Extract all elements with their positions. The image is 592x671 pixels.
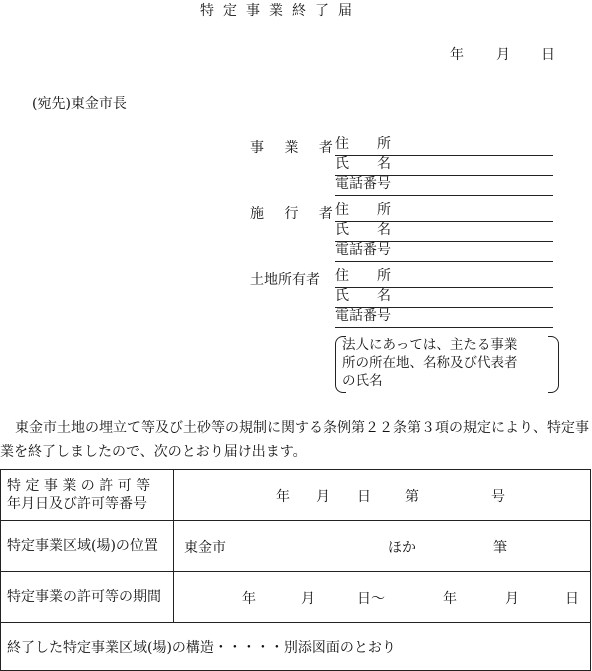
field-label: 氏 名	[335, 288, 391, 304]
permit-date-number-cell[interactable]	[174, 470, 591, 521]
details-table	[0, 469, 591, 671]
field-label: 電話番号	[335, 176, 391, 192]
corporate-note	[342, 336, 550, 390]
label-line: 年月日及び許可等番号	[7, 496, 147, 512]
period-start-month: 月	[301, 591, 315, 607]
site-location-label: 特定事業区域(場)の位置	[1, 521, 174, 572]
role-landowner: 土地所有者	[250, 272, 320, 288]
period-end-year: 年	[443, 591, 457, 607]
note-line: 所の所在地、名称及び代表者	[342, 355, 518, 371]
permit-period-label: 特定事業の許可等の期間	[1, 572, 174, 623]
field-label: 氏 名	[335, 222, 391, 238]
period-start-year: 年	[242, 591, 256, 607]
permit-month: 月	[316, 489, 330, 505]
site-location-cell[interactable]	[174, 521, 591, 572]
field-label: 電話番号	[335, 308, 391, 324]
period-end-month: 月	[505, 591, 519, 607]
field-label: 氏 名	[335, 156, 391, 172]
date-day: 日	[541, 47, 555, 63]
permit-day: 日	[357, 489, 371, 505]
operator-address-field[interactable]	[335, 135, 553, 156]
landowner-name-field[interactable]	[335, 287, 553, 308]
table-row	[1, 572, 591, 623]
period-end-day: 日	[565, 591, 579, 607]
operator-phone-field[interactable]	[335, 175, 553, 196]
document-title: 特定事業終了届	[200, 3, 361, 19]
permit-year: 年	[276, 489, 290, 505]
contractor-phone-field[interactable]	[335, 241, 553, 262]
note-line: 法人にあっては、主たる事業	[342, 337, 518, 353]
field-label: 住 所	[335, 136, 391, 152]
structure-cell: 終了した特定事業区域(場)の構造・・・・・別添図面のとおり	[1, 623, 591, 671]
site-hitsu: 筆	[493, 540, 507, 556]
operator-name-field[interactable]	[335, 155, 553, 176]
table-row	[1, 623, 591, 671]
permit-go: 号	[491, 489, 505, 505]
field-label: 住 所	[335, 202, 391, 218]
permit-period-cell[interactable]	[174, 572, 591, 623]
date-year: 年	[450, 47, 464, 63]
date-month: 月	[496, 47, 510, 63]
label-line: 特 定 事 業 の 許 可 等	[7, 478, 151, 494]
addressee: (宛先)東金市長	[32, 96, 127, 112]
period-start-day: 日～	[357, 591, 385, 607]
contractor-name-field[interactable]	[335, 221, 553, 242]
role-business-operator: 事 業 者	[250, 140, 341, 156]
permit-date-number-label	[1, 470, 174, 521]
field-label: 電話番号	[335, 242, 391, 258]
table-row	[1, 521, 591, 572]
site-hoka: ほか	[388, 540, 416, 556]
note-line: の氏名	[342, 373, 383, 389]
site-city: 東金市	[184, 540, 226, 556]
landowner-address-field[interactable]	[335, 267, 553, 288]
landowner-phone-field[interactable]	[335, 307, 553, 328]
permit-dai: 第	[405, 489, 419, 505]
field-label: 住 所	[335, 268, 391, 284]
role-contractor: 施 行 者	[250, 206, 341, 222]
contractor-address-field[interactable]	[335, 201, 553, 222]
table-row	[1, 470, 591, 521]
statement-paragraph: 東金市土地の埋立て等及び土砂等の規制に関する条例第２２条第３項の規定により、特定事業を終了しましたので、次のとおり届け出ます。	[0, 420, 589, 460]
